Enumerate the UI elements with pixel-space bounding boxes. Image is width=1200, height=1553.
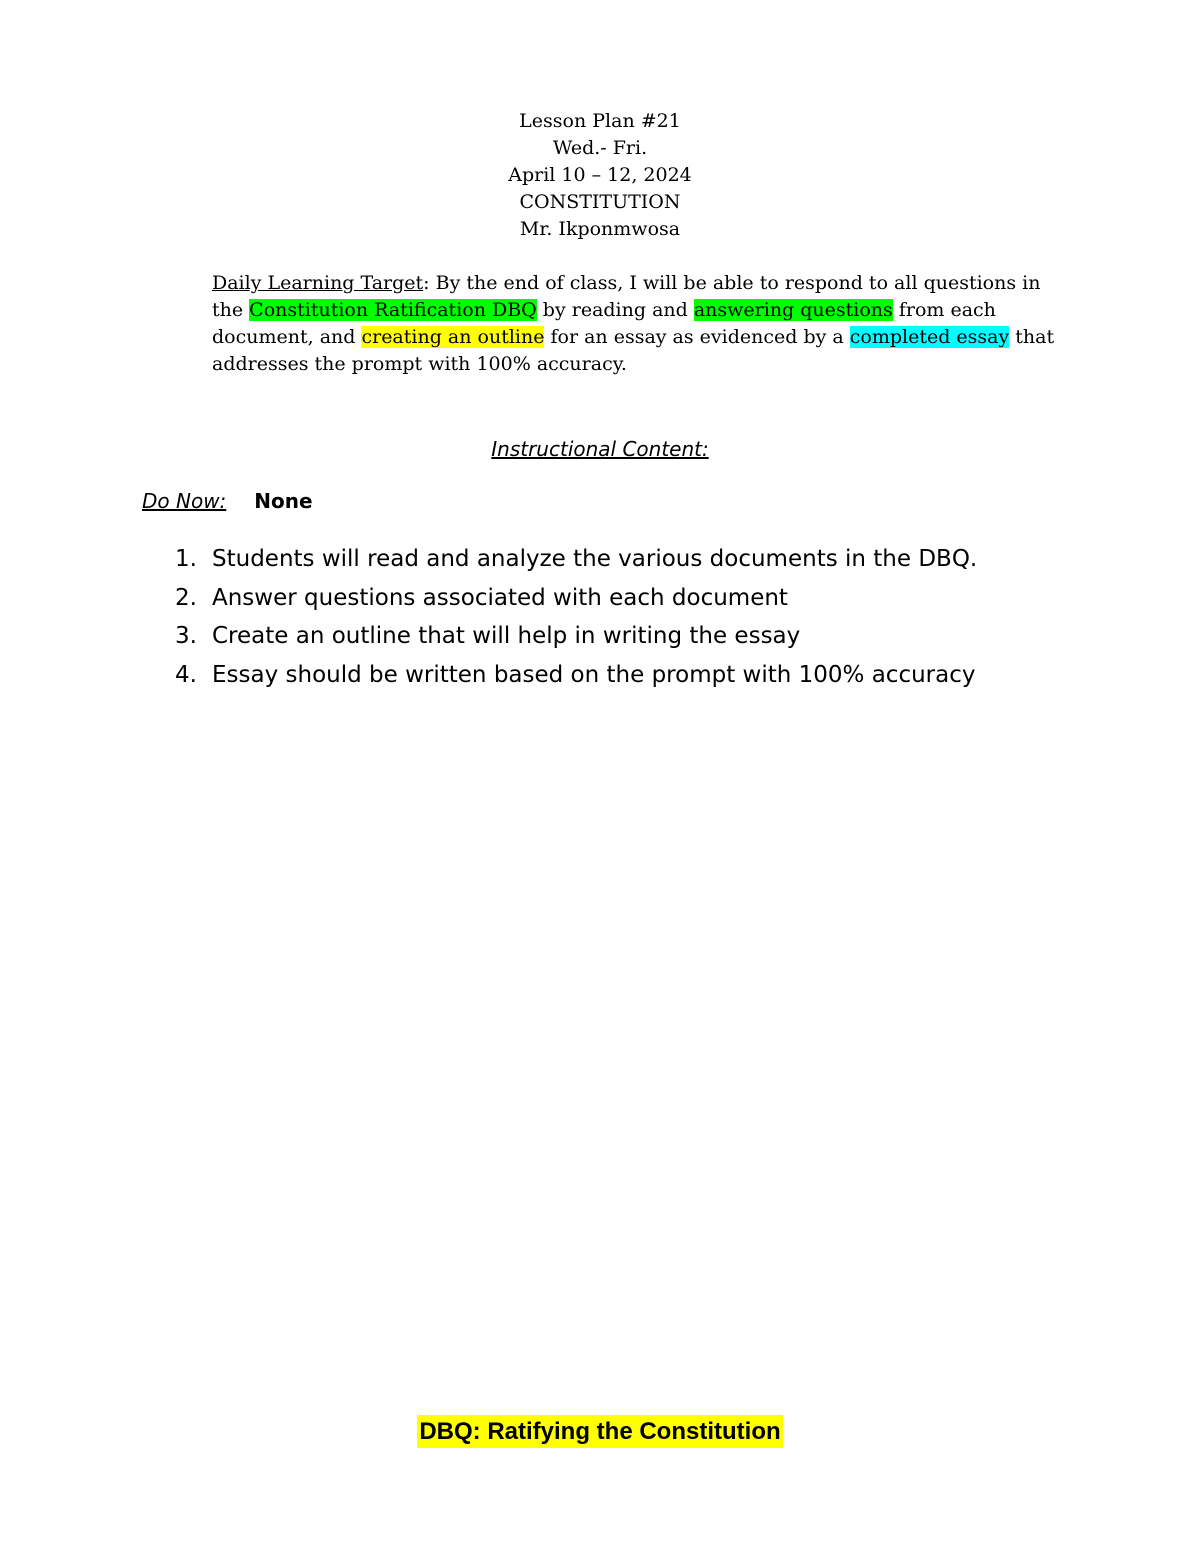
highlight-dbq: Constitution Ratification DBQ (249, 299, 537, 321)
do-now-value: None (254, 489, 313, 513)
lesson-dates: April 10 – 12, 2024 (508, 164, 692, 186)
lesson-title: Lesson Plan #21 (519, 110, 681, 132)
step-number: 3. (175, 623, 197, 649)
learning-target-text: By the end of class, I will be able to respond to all questions in the (212, 272, 1041, 321)
list-item (175, 579, 1175, 618)
learning-target-colon: : (423, 272, 430, 294)
lesson-header (0, 108, 1200, 243)
learning-target-text: that addresses the prompt with 100% accuracy. (212, 326, 1055, 375)
do-now-label: Do Now: (142, 489, 227, 513)
step-text: Create an outline that will help in writing the essay (212, 623, 801, 649)
lesson-unit: CONSTITUTION (519, 191, 681, 213)
highlight-answering-questions: answering questions (693, 299, 893, 321)
step-number: 4. (175, 661, 197, 688)
highlight-creating-outline: creating an outline (361, 326, 545, 348)
instructional-content-heading: Instructional Content: (491, 437, 709, 461)
lesson-days: Wed.- Fri. (552, 137, 648, 159)
learning-target-text: by reading and (536, 299, 694, 321)
footer-highlight: DBQ: Ratifying the Constitution (417, 1415, 782, 1448)
steps-list (175, 540, 1175, 694)
list-item (175, 617, 1175, 656)
step-text: Students will read and analyze the various documents in the DBQ. (212, 546, 978, 572)
daily-learning-target (212, 270, 1072, 378)
step-text: Essay should be written based on the prompt with 100% accuracy (212, 661, 976, 688)
highlight-completed-essay: completed essay (849, 326, 1010, 348)
teacher-name: Mr. Ikponmwosa (519, 218, 681, 240)
step-number: 2. (175, 584, 197, 611)
learning-target-label: Daily Learning Target (212, 272, 424, 294)
list-item (175, 656, 1175, 695)
list-item (175, 540, 1175, 579)
footer-title (0, 1418, 1200, 1446)
learning-target-text: from each document, and (212, 299, 996, 348)
learning-target-text: for an essay as evidenced by a (544, 326, 850, 348)
do-now (142, 489, 313, 513)
step-number: 1. (175, 546, 197, 572)
step-text: Answer questions associated with each document (212, 584, 788, 611)
